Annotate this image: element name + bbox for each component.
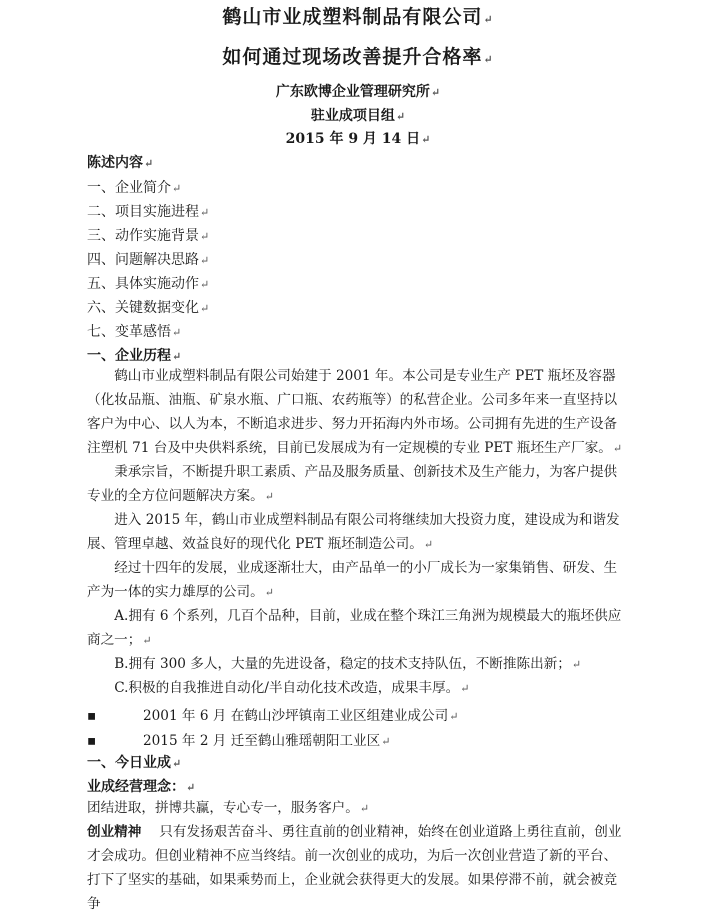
toc-item: 一、企业简介↵	[87, 180, 182, 196]
toc-item: 四、问题解决思路↵	[87, 252, 210, 268]
toc-item: 五、具体实施动作↵	[87, 276, 210, 292]
paragraph-mission: 秉承宗旨，不断提升职工素质、产品及服务质量、创新技术及生产能力，为客户提供专业的全方位问题解决方案。↵	[87, 464, 618, 504]
concept-text: 团结进取，拼博共赢，专心专一，服务客户。↵	[87, 800, 370, 816]
list-item-b: B.拥有 300 多人，大量的先进设备，稳定的技术支持队伍，不断推陈出新；↵	[114, 656, 582, 672]
bullet-item: ▪ 2015 年 2 月 迁至鹤山雅瑶朝阳工业区↵	[87, 733, 391, 749]
paragraph-2015-plan: 进入 2015 年，鹤山市业成塑料制品有限公司将继续加大投资力度，建设成为和谐发展、管理卓越、效益良好的现代化 PET 瓶坯制造公司。↵	[87, 512, 620, 552]
paragraph-company-intro: 鹤山市业成塑料制品有限公司始建于 2001 年。本公司是专业生产 PET 瓶坯及容器（化妆品瓶、油瓶、矿泉水瓶、广口瓶、农药瓶等）的私营企业。公司多年来一直坚持以客户为中心、以人为本，不断追求进步、努力开拓海内外市场。公司拥有先进的生产设备注塑机 71 台及中央供料系统，目前已发展成为有一定规模的专业 PET 瓶坯生产厂家。↵	[87, 368, 623, 456]
toc-item: 三、动作实施背景↵	[87, 228, 210, 244]
toc-heading: 陈述内容↵	[87, 155, 154, 171]
spirit-label: 创业精神	[87, 824, 142, 840]
project-team: 驻业成项目组↵	[310, 108, 406, 124]
list-item-a: A.拥有 6 个系列，几百个品种，目前，业成在整个珠江三角洲为规模最大的瓶坯供应商之一；↵	[87, 608, 622, 648]
list-item-c: C.积极的自我推进自动化/半自动化技术改造，成果丰厚。↵	[114, 680, 470, 696]
document-subtitle: 如何通过现场改善提升合格率↵	[222, 46, 494, 68]
toc-item: 二、项目实施进程↵	[87, 204, 210, 220]
document-date: 2015 年 9 月 14 日↵	[285, 131, 431, 147]
section-heading: 一、企业历程↵	[87, 348, 182, 364]
paragraph-development: 经过十四年的发展，业成逐渐壮大，由产品单一的小厂成长为一家集销售、研发、生产为一体的实力雄厚的公司。↵	[87, 560, 618, 600]
section-heading: 一、今日业成↵	[87, 755, 182, 771]
toc-item: 六、关键数据变化↵	[87, 300, 210, 316]
organization-name: 广东欧博企业管理研究所↵	[275, 84, 441, 100]
concept-heading: 业成经营理念：↵	[87, 779, 196, 795]
bullet-icon: ▪	[87, 708, 97, 724]
paragraph-entrepreneurship: 创业精神 只有发扬艰苦奋斗、勇往直前的创业精神，始终在创业道路上勇往直前，创业才会成功。但创业精神不应当终结。前一次创业的成功，为后一次创业营造了新的平台、打下了坚实的基础，如果乘势而上，企业就会获得更大的发展。如果停滞不前，就会被竞争	[87, 824, 622, 912]
document-title: 鹤山市业成塑料制品有限公司↵	[222, 6, 494, 28]
bullet-icon: ▪	[87, 733, 97, 749]
toc-item: 七、变革感悟↵	[87, 324, 182, 340]
bullet-item: ▪ 2001 年 6 月 在鹤山沙坪镇南工业区组建业成公司↵	[87, 708, 459, 724]
